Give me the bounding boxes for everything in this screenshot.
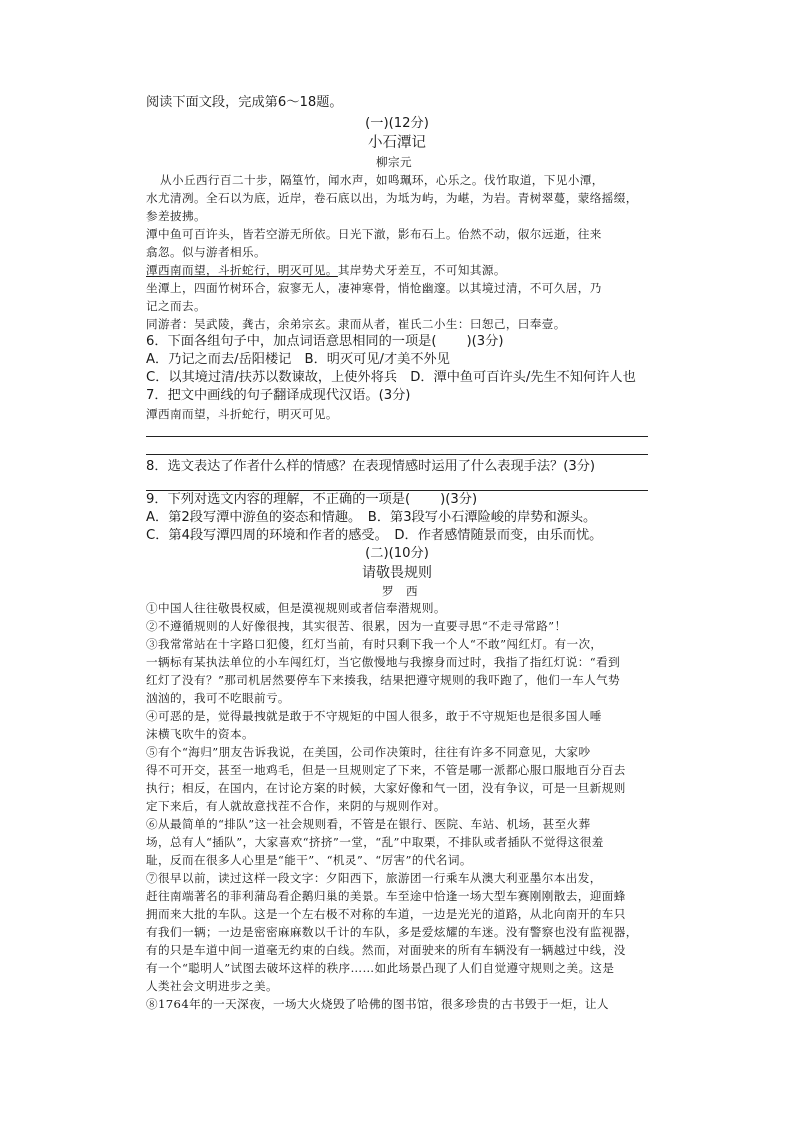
passage1-line: 潭西南而望，斗折蛇行，明灭可见。其岸势犬牙差互，不可知其源。 [146,263,506,277]
question-6-options-ab: A．乃记之而去/岳阳楼记 B．明灭可见/才美不外见 [146,352,450,367]
passage2-line: ④可恶的是，觉得最拽就是敢于不守规矩的中国人很多，敢于不守规矩也是很多国人唾 [146,709,602,723]
passage2-line: 沫横飞吹牛的资本。 [146,727,254,741]
question-8: 8．选文表达了作者什么样的情感？在表现情感时运用了什么表现手法？(3分) [146,459,596,474]
passage2-line: 耻，反而在很多人心里是“能干”、“机灵”、“厉害”的代名词。 [146,853,472,867]
passage2-line: 红灯了没有？”那司机居然要停车下来揍我，结果把遵守规则的我吓跑了，他们一车人气势 [146,673,621,687]
passage2-line: 人类社会文明进步之美。 [146,979,278,993]
passage2-line: 有一个“聪明人”试图去破坏这样的秩序……如此场景凸现了人们自觉遵守规则之美。这是 [146,961,615,975]
section2-author: 罗 西 [382,584,418,598]
passage2-line: ⑦很早以前，读过这样一段文字：夕阳西下，旅游团一行乘车从澳大利亚墨尔本出发， [146,871,602,885]
section2-title: 请敬畏规则 [362,565,432,581]
passage1-line: 记之而去。 [146,299,206,313]
section1-title: 小石潭记 [368,135,426,151]
passage2-line: 拥而来大批的车队。这是一个左右极不对称的车道，一边是光光的道路，从北向南开的车只 [146,907,626,921]
question-9-options-cd: C．第4段写潭四周的环境和作者的感受。 D．作者感情随景而变，由乐而忧。 [146,528,603,543]
question-9-options-ab: A．第2段写潭中游鱼的姿态和情趣。 B．第3段写小石潭险峻的岸势和源头。 [146,510,597,525]
passage2-line: 赶往南端著名的菲利蒲岛看企鹅归巢的美景。车至途中恰逢一场大型车赛刚刚散去，迎面蜂 [146,889,626,903]
passage2-line: 汹汹的，我可不吃眼前亏。 [146,691,290,705]
passage2-line: ①中国人往往敬畏权威，但是漠视规则或者信奉潜规则。 [146,601,446,615]
passage2-line: ⑧1764年的一天深夜，一场大火烧毁了哈佛的图书馆，很多珍贵的古书毁于一炬，让人 [146,997,609,1011]
passage2-line: 有我们一辆；一边是密密麻麻数以千计的车队，多是爱炫耀的车迷。没有警察也没有监视器， [146,925,638,939]
question-6: 6．下面各组句子中，加点词语意思相同的一项是( )(3分) [146,334,504,349]
passage2-line: 定下来后，有人就故意找茬不合作，来阴的与规则作对。 [146,799,446,813]
passage2-line: 得不可开交，甚至一地鸡毛，但是一旦规则定了下来，不管是哪一派都心服口服地百分百去 [146,763,626,777]
section1-header: (一)(12分) [365,116,429,131]
answer-line[interactable] [146,454,648,455]
answer-line[interactable] [146,436,648,437]
passage2-line: ②不遵循规则的人好像很拽，其实很苦、很累，因为一直要寻思“不走寻常路”！ [146,619,567,633]
passage1-line: 坐潭上，四面竹树环合，寂寥无人，凄神寒骨，悄怆幽邃。以其境过清，不可久居，乃 [146,281,602,295]
passage2-line: ⑥从最简单的“排队”这一社会规则看，不管是在银行、医院、车站、机场，甚至火葬 [146,817,591,831]
passage1-line: 潭中鱼可百许头，皆若空游无所依。日光下澈，影布石上。佁然不动，俶尔远逝，往来 [146,227,602,241]
passage2-line: 有的只是车道中间一道毫无约束的白线。然而，对面驶来的所有车辆没有一辆越过中线，没 [146,943,626,957]
passage1-line: 翕忽。似与游者相乐。 [146,245,266,259]
question-9: 9．下列对选文内容的理解，不正确的一项是( )(3分) [146,492,478,507]
passage1-line: 水尤清冽。全石以为底，近岸，卷石底以出，为坻为屿，为嵁，为岩。青树翠蔓，蒙络摇缀， [146,191,638,205]
question-7-sentence: 潭西南而望，斗折蛇行，明灭可见。 [146,407,338,421]
passage2-line: 执行；相反，在国内，在讨论方案的时候，大家好像和气一团，没有争议，可是一旦新规则 [146,781,626,795]
answer-line[interactable] [146,490,648,491]
section1-author: 柳宗元 [376,155,412,169]
passage1-line: 参差披拂。 [146,209,206,223]
passage1-line: 同游者：吴武陵，龚古，余弟宗玄。隶而从者，崔氏二小生：曰恕己，曰奉壹。 [146,317,566,331]
section2-header: (二)(10分) [365,546,429,561]
passage1-line: 从小丘西行百二十步，隔篁竹，闻水声，如鸣珮环，心乐之。伐竹取道，下见小潭， [160,173,604,187]
question-6-options-cd: C．以其境过清/扶苏以数谏故，上使外将兵 D．潭中鱼可百许头/先生不知何许人也 [146,370,636,385]
passage2-line: 一辆标有某执法单位的小车闯红灯，当它傲慢地与我擦身而过时，我指了指红灯说：“看到 [146,655,621,669]
underlined-sentence: 潭西南而望，斗折蛇行，明灭可见。 [146,263,338,277]
passage2-line: ③我常常站在十字路口犯傻，红灯当前，有时只剩下我一个人“不敢”闯红灯。有一次， [146,637,603,651]
passage2-line: ⑤有个“海归”朋友告诉我说，在美国，公司作决策时，往往有许多不同意见，大家吵 [146,745,591,759]
question-7: 7．把文中画线的句子翻译成现代汉语。(3分) [146,388,411,403]
passage2-line: 场，总有人“插队”，大家喜欢“挤挤”一堂，“乱”中取栗，不排队或者插队不觉得这很羞 [146,835,604,849]
reading-instruction: 阅读下面文段，完成第6～18题。 [146,95,343,110]
